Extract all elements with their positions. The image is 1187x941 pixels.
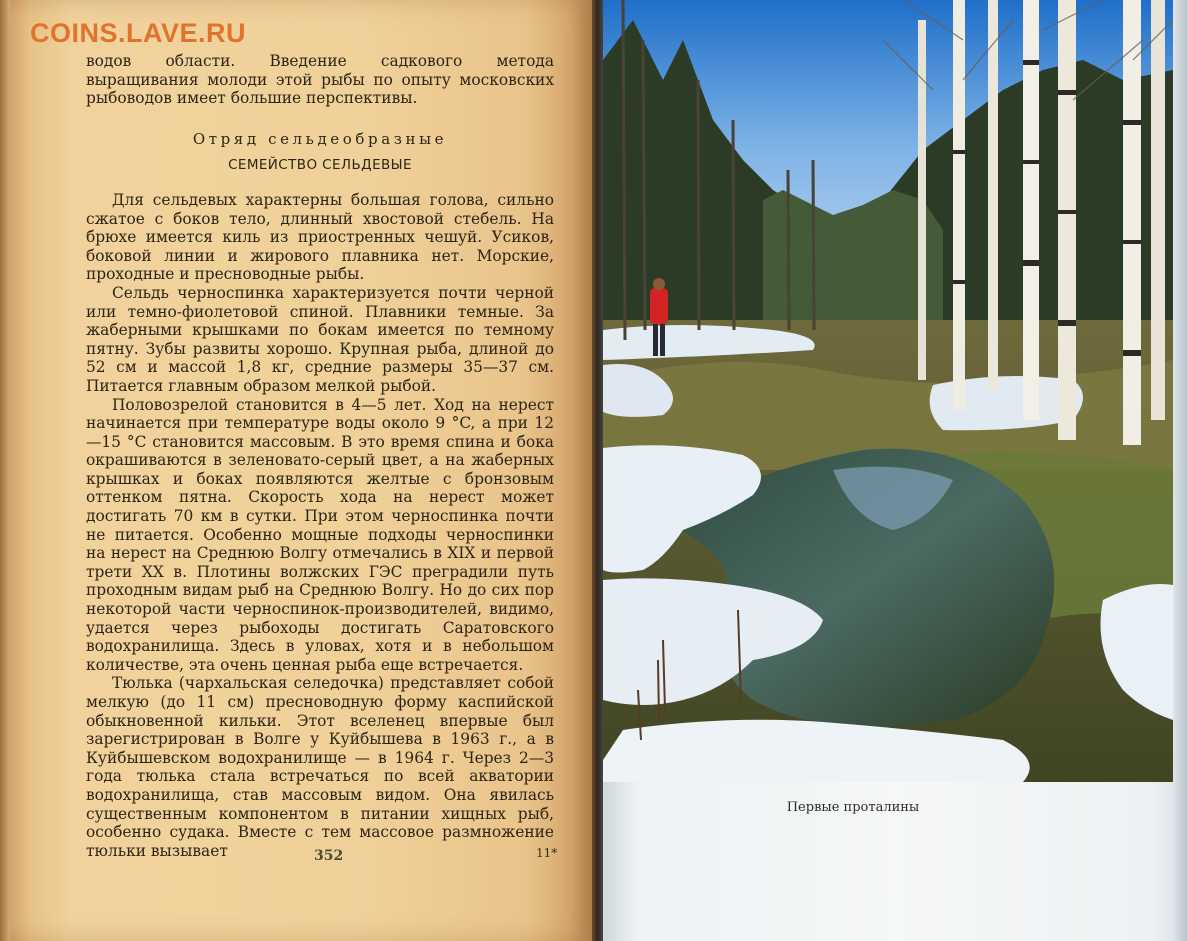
paragraph-tyulka: Тюлька (чархальская селедочка) представляет собой мелкую (до 11 см) пресноводную форму каспийской обыкновенной кильки. Этот вселенец впервые был зарегистрирован в Волге у Куйбышева в 1963 г., а в Куйбышевском водохранилище — в 1964 г. Через 2—3 года тюлька стала встречаться по всей акватории водохранилища, став массовым видом. Она явилась существенным компонентом в питании хищных рыб, особенно судака. Вместе с тем массовое размножение тюльки вызывает: [86, 674, 554, 860]
paragraph-blackback-herring: Сельдь черноспинка характеризуется почти черной или темно-фиолетовой спиной. Плавники темные. За жаберными крышками по бокам имеется по темному пятну. Зубы развиты хорошо. Крупная рыба, длиной до 52 см и массой 1,8 кг, средние размеры 35—37 см. Питается главным образом мелкой рыбой.: [86, 283, 554, 395]
order-heading: Отряд сельдеобразные: [192, 129, 448, 148]
family-heading: СЕМЕЙСТВО СЕЛЬДЕВЫЕ: [228, 157, 412, 174]
intro-paragraph: водов области. Введение садкового метода выращивания молоди этой рыбы по опыту московских рыбоводов имеет большие перспективы.: [86, 52, 554, 108]
watermark: COINS.LAVE.RU: [30, 18, 247, 48]
page-edge: [0, 0, 10, 941]
forest-photo: [603, 0, 1173, 782]
forest-photo-image: [603, 0, 1173, 782]
paragraph-herring-family: Для сельдевых характерны большая голова, сильно сжатое с боков тело, длинный хвостовой стебель. На брюхе имеется киль из приостренных чешуй. Усиков, боковой линии и жирового плавника нет. Морские, проходные и пресноводные рыбы.: [86, 190, 554, 284]
right-page: [603, 0, 1187, 941]
page-number: 352: [314, 848, 344, 864]
photo-caption: Первые проталины: [786, 800, 920, 815]
paragraph-spawning: Половозрелой становится в 4—5 лет. Ход на нерест начинается при температуре воды около 9 °C, а при 12—15 °C становится массовым. В это время спина и бока окрашиваются в зеленовато-серый цвет, а на жаберных крышках и боках появляются желтые с бронзовым оттенком пятна. Скорость хода на нерест может достигать 70 км в сутки. При этом черноспинка почти не питается. Особенно мощные подходы черноспинки на нерест на Среднюю Волгу отмечались в XIX и первой трети XX в. Плотины волжских ГЭС преградили путь проходным видам рыб на Среднюю Волгу. Но до сих пор некоторой части черноспинок-производителей, видимо, удается через рыбоходы достигать Саратовского водохранилища. Здесь в уловах, хотя и в небольшом количестве, эта очень ценная рыба еще встречается.: [86, 395, 554, 674]
text-block: [86, 52, 554, 860]
page-edge-right: [1173, 0, 1187, 941]
signature-mark: 11*: [536, 846, 558, 860]
